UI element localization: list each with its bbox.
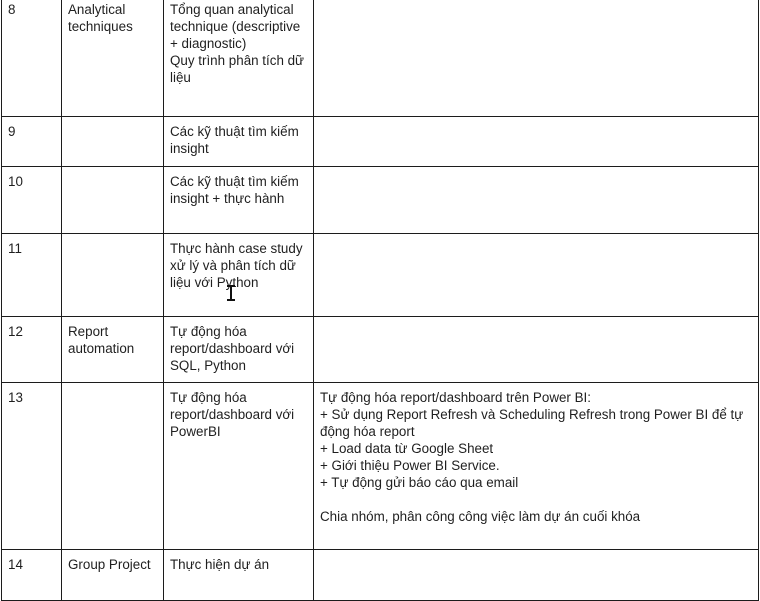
session-number[interactable]: 14 xyxy=(2,550,62,601)
table-row xyxy=(2,550,759,601)
module-name[interactable]: Group Project xyxy=(62,550,164,601)
module-name[interactable] xyxy=(62,383,164,550)
text-cursor-icon xyxy=(226,285,236,301)
description-line: + Load data từ Google Sheet xyxy=(320,441,494,456)
session-number[interactable]: 8 xyxy=(2,0,62,117)
session-description[interactable] xyxy=(314,317,759,383)
table-row xyxy=(2,383,759,550)
description-line: + Giới thiệu Power BI Service. xyxy=(320,458,500,473)
session-topic[interactable]: Thực hiện dự án xyxy=(164,550,314,601)
description-line: + Tự động gửi báo cáo qua email xyxy=(320,475,519,490)
session-description[interactable] xyxy=(314,0,759,117)
module-name[interactable] xyxy=(62,234,164,317)
topic-text: Tổng quan analytical technique (descriptive + diagnostic) Quy trình phân tích dữ liệu xyxy=(170,2,305,85)
description-line: + Sử dụng Report Refresh và Scheduling Refresh trong Power BI để tự động hóa report xyxy=(320,407,747,439)
session-number[interactable]: 11 xyxy=(2,234,62,317)
session-description[interactable] xyxy=(314,234,759,317)
description-line: Tự động hóa report/dashboard trên Power BI: xyxy=(320,390,591,405)
session-description[interactable] xyxy=(314,167,759,234)
session-description[interactable] xyxy=(314,117,759,167)
description-line: Chia nhóm, phân công công việc làm dự án cuối khóa xyxy=(320,509,641,524)
session-number[interactable]: 13 xyxy=(2,383,62,550)
table-row xyxy=(2,167,759,234)
module-name[interactable]: Report automation xyxy=(62,317,164,383)
table-row xyxy=(2,317,759,383)
session-topic[interactable]: Các kỹ thuật tìm kiếm insight + thực hành xyxy=(164,167,314,234)
module-name[interactable] xyxy=(62,117,164,167)
session-description[interactable] xyxy=(314,550,759,601)
session-topic[interactable]: Thực hành case study xử lý và phân tích dữ liệu với Python xyxy=(164,234,314,317)
curriculum-table xyxy=(1,0,759,601)
module-name[interactable]: Analytical techniques xyxy=(62,0,164,117)
description-spacer xyxy=(320,491,752,508)
table-row xyxy=(2,234,759,317)
module-name[interactable] xyxy=(62,167,164,234)
session-topic[interactable] xyxy=(164,0,314,117)
session-topic[interactable]: Tự động hóa report/dashboard với PowerBI xyxy=(164,383,314,550)
session-number[interactable]: 12 xyxy=(2,317,62,383)
session-number[interactable]: 10 xyxy=(2,167,62,234)
session-topic[interactable]: Các kỹ thuật tìm kiếm insight xyxy=(164,117,314,167)
session-description[interactable] xyxy=(314,383,759,550)
table-row xyxy=(2,117,759,167)
session-topic[interactable]: Tự động hóa report/dashboard với SQL, Python xyxy=(164,317,314,383)
table-row xyxy=(2,0,759,117)
session-number[interactable]: 9 xyxy=(2,117,62,167)
